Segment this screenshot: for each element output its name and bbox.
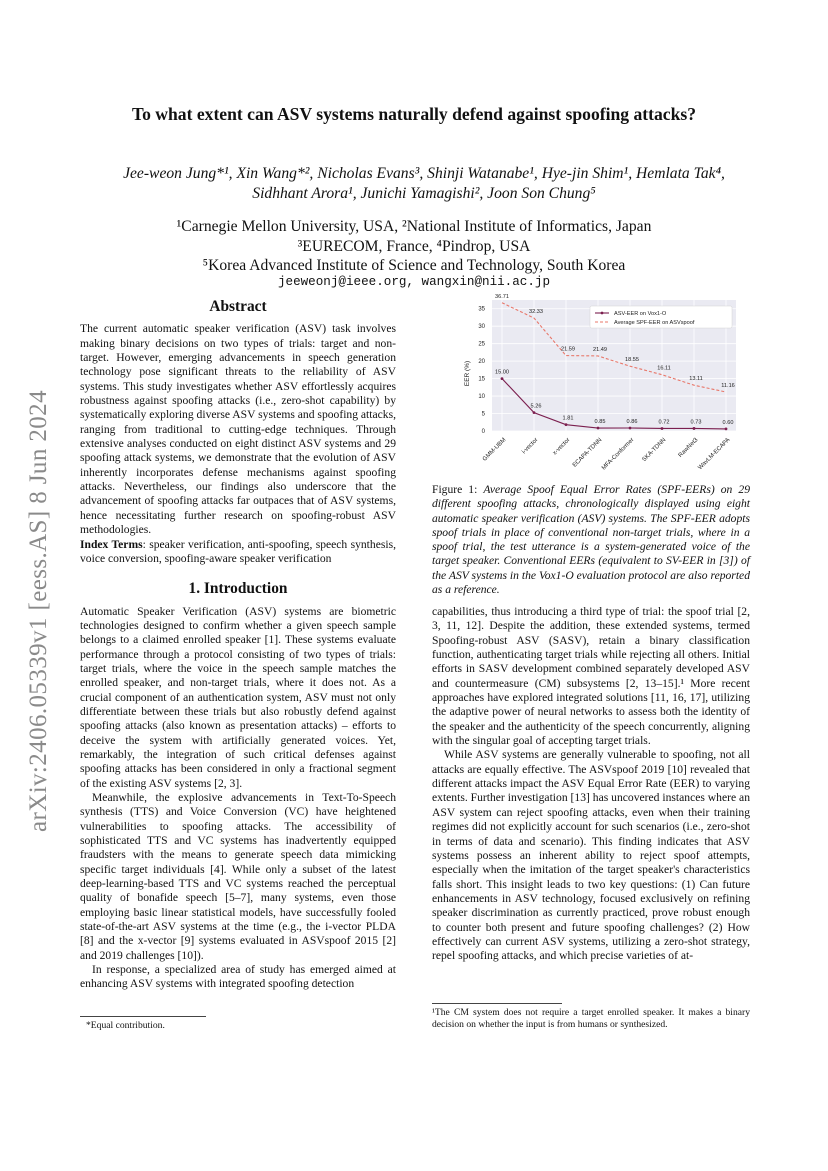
arxiv-identifier: [22, 368, 56, 854]
legend-label: ASV-EER on Vox1-O: [614, 311, 667, 317]
y-tick-label: 15: [478, 376, 485, 383]
data-label: 0.60: [722, 419, 734, 426]
x-tick-label: i-vector: [521, 437, 540, 456]
data-label: 15.00: [495, 369, 509, 376]
data-label: 11.16: [721, 383, 735, 390]
data-label: 0.86: [626, 418, 638, 425]
caption-text: Average Spoof Equal Error Rates (SPF-EERs) on 29 different spoofing attacks, chronologically displayed using eight automatic speaker verification (ASV) systems. The SPF-EER adopts spoof trials in place of conventional non-target trials, where in a spoof trial, the test utterance is a system-generated voice of the target speaker. Conventional EERs (equivalent to SV-EER in [3]) of the ASV systems in the Vox1-O evaluation protocol are also reported as a reference.: [432, 483, 750, 597]
x-tick-label: x-vector: [552, 437, 572, 457]
author-line-1: Jee-weon Jung*¹, Xin Wang*², Nicholas Evans³, Shinji Watanabe¹, Hye-jin Shim¹, Hemlata Tak⁴,: [123, 165, 725, 182]
contact-emails: jeeweonj@ieee.org, wangxin@nii.ac.jp: [277, 275, 551, 289]
data-label: 0.72: [658, 419, 670, 426]
footnote-rule-left: [80, 1016, 206, 1017]
affiliation-line-1: ¹Carnegie Mellon University, USA, ²National Institute of Informatics, Japan: [176, 218, 652, 235]
affiliation-line-3: ⁵Korea Advanced Institute of Science and Technology, South Korea: [202, 257, 626, 274]
data-point: [725, 428, 728, 431]
y-tick-label: 30: [478, 324, 485, 331]
footnote-rule-right: [432, 1003, 562, 1004]
data-label: 0.85: [594, 419, 606, 426]
footnote-equal-contribution: *Equal contribution.: [86, 1020, 165, 1031]
arxiv-identifier-text: arXiv:2406.05339v1 [eess.AS] 8 Jun 2024: [25, 390, 52, 832]
intro-paragraph-3: In response, a specialized area of study has emerged aimed at enhancing ASV systems with integrated spoofing detection: [80, 963, 396, 991]
data-point: [693, 427, 696, 430]
y-tick-label: 20: [478, 359, 485, 366]
data-point: [629, 427, 632, 430]
data-label: 13.11: [689, 376, 703, 383]
data-point: [661, 427, 664, 430]
right-paragraph-2: While ASV systems are generally vulnerable to spoofing, not all attacks are equally effective. The ASVspoof 2019 [10] revealed that different attacks impact the ASV Equal Error Rate (EER) to varying extents. Further investigation [13] has uncovered instances where an ASV system can reject spoofing attacks, even when their training regimes did not explicitly account for such scenarios (i.e., zero-shot in terms of data and scenario). This finding indicates that ASV systems possess an inherent ability to reject spoof attempts, especially when the imitation of the target speaker's characteristics falls short. This insight leads to two key questions: (1) Can future enhancements in ASV technology, focused exclusively on refining speaker discrimination as currently practiced, prove robust enough to counter both present and future spoofing challenges? (2) How effectively can current ASV systems, utilizing a zero-shot strategy, repel spoofing attacks, and which precise varieties of at-: [432, 748, 750, 963]
affiliation-line-2: ³EURECOM, France, ⁴Pindrop, USA: [297, 237, 531, 255]
intro-paragraph-2: Meanwhile, the explosive advancements in Text-To-Speech synthesis (TTS) and Voice Conversion (VC) have heightened vulnerabilities to spoofing attacks. The accessibility of sophisticated TTS and VC systems has inadvertently equipped fraudsters with the means to generate speech data mimicking specific target individuals [4]. While only a subset of the latest deep-learning-based TTS and VC systems reached the perceptual quality of bonafide speech [5–7], many systems, even those employing basic linear statistical models, have successfully fooled state-of-the-art ASV systems at the time (e.g., the i-vector PLDA [8] and the x-vector [9] systems evaluated in ASVspoof 2015 [2] and 2019 challenges [10]).: [80, 791, 396, 962]
abstract-text: The current automatic speaker verification (ASV) task involves making binary decisions on two types of trials: target and non-target. However, emerging advancements in speech generation technology pose significant threats to the reliability of ASV systems. This study investigates whether ASV effortlessly acquires robustness against spoofing attacks (i.e., zero-shot capability) by systematically exploring diverse ASV systems and spoofing attacks, ranging from traditional to cutting-edge techniques. Through extensive analyses conducted on eight distinct ASV systems and 29 spoofing attack systems, we demonstrate that the evolution of ASV inherently incorporates defense mechanisms against spoofing attacks. Nevertheless, our findings also underscore that the advancement of spoofing attacks far outpaces that of ASV systems, hence necessitating further research on spoofing-robust ASV methodologies.: [80, 322, 396, 537]
y-axis-label: EER (%): [464, 360, 471, 387]
paper-title: To what extent can ASV systems naturally defend against spoofing attacks?: [131, 104, 697, 124]
right-column: [432, 605, 750, 964]
abstract-heading: Abstract: [209, 298, 267, 315]
index-terms-text: : speaker verification, anti-spoofing, speech synthesis, voice conversion, spoofing-aware speaker verification: [80, 537, 396, 565]
x-tick-label: MFA-Conformer: [600, 437, 636, 472]
data-label: 0.73: [690, 419, 702, 426]
legend-label: Average SPF-EER on ASVspoof: [614, 320, 695, 326]
y-tick-label: 5: [481, 411, 485, 418]
data-label: 5.26: [530, 403, 542, 410]
data-point: [597, 427, 600, 430]
author-line-2: Sidhhant Arora¹, Junichi Yamagishi², Joon Son Chung⁵: [252, 185, 596, 202]
figure-1-chart: [440, 292, 740, 477]
data-label: 32.33: [529, 309, 543, 316]
left-column: [80, 300, 396, 992]
data-label: 18.55: [625, 357, 639, 364]
intro-paragraph-1: Automatic Speaker Verification (ASV) systems are biometric technologies designed to confirm whether a given speech sample belongs to a claimed enrolled speaker [1]. These systems evaluate performance through a protocol consisting of two types of trials: target trials, where the voice in the speech sample matches the enrolled speaker, and non-target trials, where it does not. As a crucial component of an authentication system, ASV must not only differentiate between these trials but also robustly defend against spoofing attacks (also known as presentation attacks) – efforts to deceive the system with artificially generated voices. Yet, remarkably, the integration of such critical defenses against spoofing attacks has been considered in only a fractional segment of the existing ASV systems [2, 3].: [80, 604, 396, 790]
y-tick-label: 35: [478, 306, 485, 313]
data-point: [565, 423, 568, 426]
x-tick-label: WavLM-ECAPA: [697, 437, 732, 472]
data-point: [501, 377, 504, 380]
data-label: 21.59: [561, 346, 575, 353]
right-paragraph-1: capabilities, thus introducing a third type of trial: the spoof trial [2, 3, 11, 12]. Despite the addition, these extended systems, termed Spoofing-robust ASV (SASV), retain a binary classification function, authenticating target trials while rejecting all others. Initial efforts in SASV development combined separately developed ASV and countermeasure (CM) subsystems [2, 13–15].¹ More recent approaches have explored integrated solutions [11, 16, 17], utilizing the adaptive power of neural networks to assess both the identity of the speaker and the authenticity of the speech concurrently, aligning with the singular goal of accepting target trials.: [432, 605, 750, 748]
figure-1-caption: [432, 483, 750, 597]
affiliations: [80, 217, 748, 276]
index-terms: [80, 538, 396, 567]
data-label: 21.49: [593, 346, 607, 353]
legend-marker: [601, 312, 604, 315]
index-terms-label: Index Terms: [80, 537, 143, 551]
y-tick-label: 25: [478, 341, 485, 348]
x-tick-label: GMM-UBM: [481, 437, 508, 463]
y-tick-label: 0: [481, 429, 485, 435]
introduction-heading: 1. Introduction: [188, 580, 288, 598]
footnote-cm-system: ¹The CM system does not require a target enrolled speaker. It makes a binary decision on whether the input is from humans or synthesized.: [432, 1007, 750, 1030]
data-label: 1.81: [562, 415, 574, 422]
y-tick-label: 10: [478, 394, 485, 401]
data-label: 36.71: [495, 293, 509, 300]
caption-label: Figure 1:: [432, 483, 484, 496]
x-tick-label: SKA-TDNN: [641, 437, 668, 464]
x-tick-label: RawNet3: [677, 437, 700, 459]
data-label: 16.11: [657, 365, 671, 372]
x-tick-label: ECAPA-TDNN: [571, 437, 604, 469]
data-point: [533, 411, 536, 414]
author-list: [70, 164, 778, 204]
